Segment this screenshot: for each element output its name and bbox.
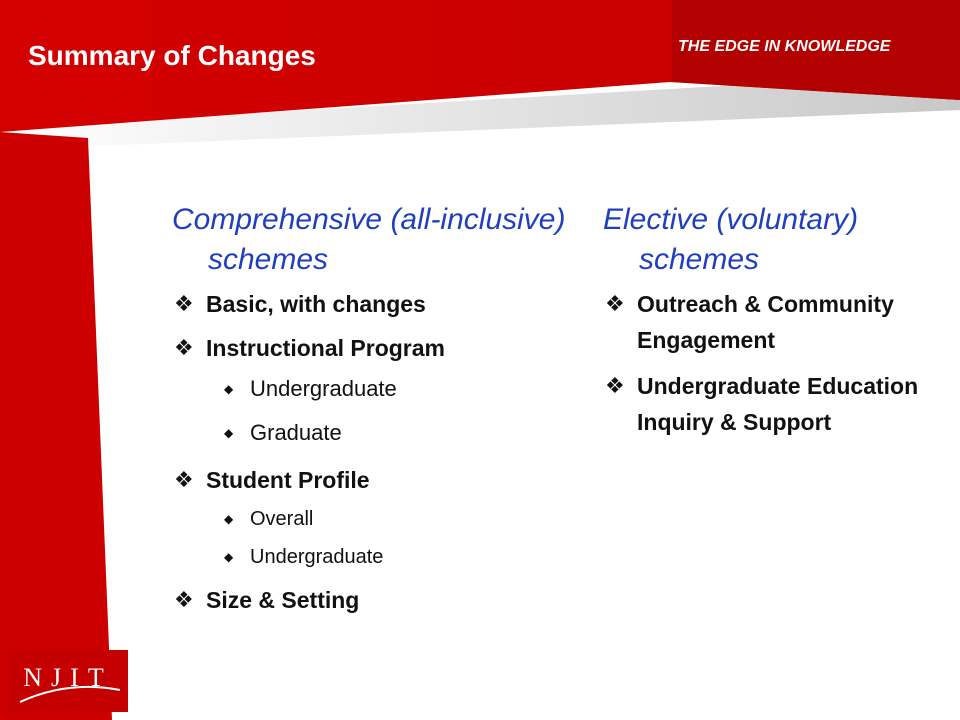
sublist-item [172,418,582,448]
left-list-3 [172,582,582,618]
diamond-bullet-icon: ◆ [224,550,234,564]
sublist-item-label: Graduate [250,420,342,445]
list-item-label: Basic, with changes [206,291,426,317]
list-item-student-profile [172,462,582,498]
list-item-undergrad-education [603,368,943,440]
list-item-label: Student Profile [206,467,370,493]
diamond-quad-bullet-icon: ❖ [605,373,625,398]
diamond-quad-bullet-icon: ❖ [174,291,194,316]
right-column [603,200,943,450]
diamond-quad-bullet-icon: ❖ [605,291,625,316]
sublist-item [172,506,582,532]
diamond-quad-bullet-icon: ❖ [174,587,194,612]
sublist-item-label: Undergraduate [250,376,397,401]
diamond-bullet-icon: ◆ [224,426,234,440]
sublist-item-label: Overall [250,508,314,530]
tagline: THE EDGE IN KNOWLEDGE [678,38,891,55]
diamond-bullet-icon: ◆ [224,512,234,526]
list-item-size-setting [172,582,582,618]
diamond-quad-bullet-icon: ❖ [174,467,194,492]
list-item-label: Size & Setting [206,587,360,613]
list-item-outreach [603,286,943,358]
diamond-bullet-icon: ◆ [224,382,234,396]
right-heading: Elective (voluntary) schemes [603,203,859,276]
njit-logo [8,650,128,712]
left-column [172,200,582,626]
page-title: Summary of Changes [28,40,316,71]
left-heading: Comprehensive (all-inclusive) schemes [172,203,566,276]
student-profile-sublist [172,506,582,570]
sublist-item-label: Undergraduate [250,546,384,568]
left-list [172,286,582,366]
diamond-quad-bullet-icon: ❖ [174,335,194,360]
right-list [603,286,943,440]
sublist-item [172,544,582,570]
left-list-2 [172,462,582,498]
list-item-instructional [172,330,582,366]
list-item-basic [172,286,582,322]
list-item-label: Outreach & Community Engagement [637,291,894,353]
left-side-bar [0,132,112,720]
sublist-item [172,374,582,404]
njit-logo-text: NJIT [23,663,113,692]
list-item-label: Instructional Program [206,335,445,361]
instructional-sublist [172,374,582,448]
list-item-label: Undergraduate Education Inquiry & Support [637,373,919,435]
